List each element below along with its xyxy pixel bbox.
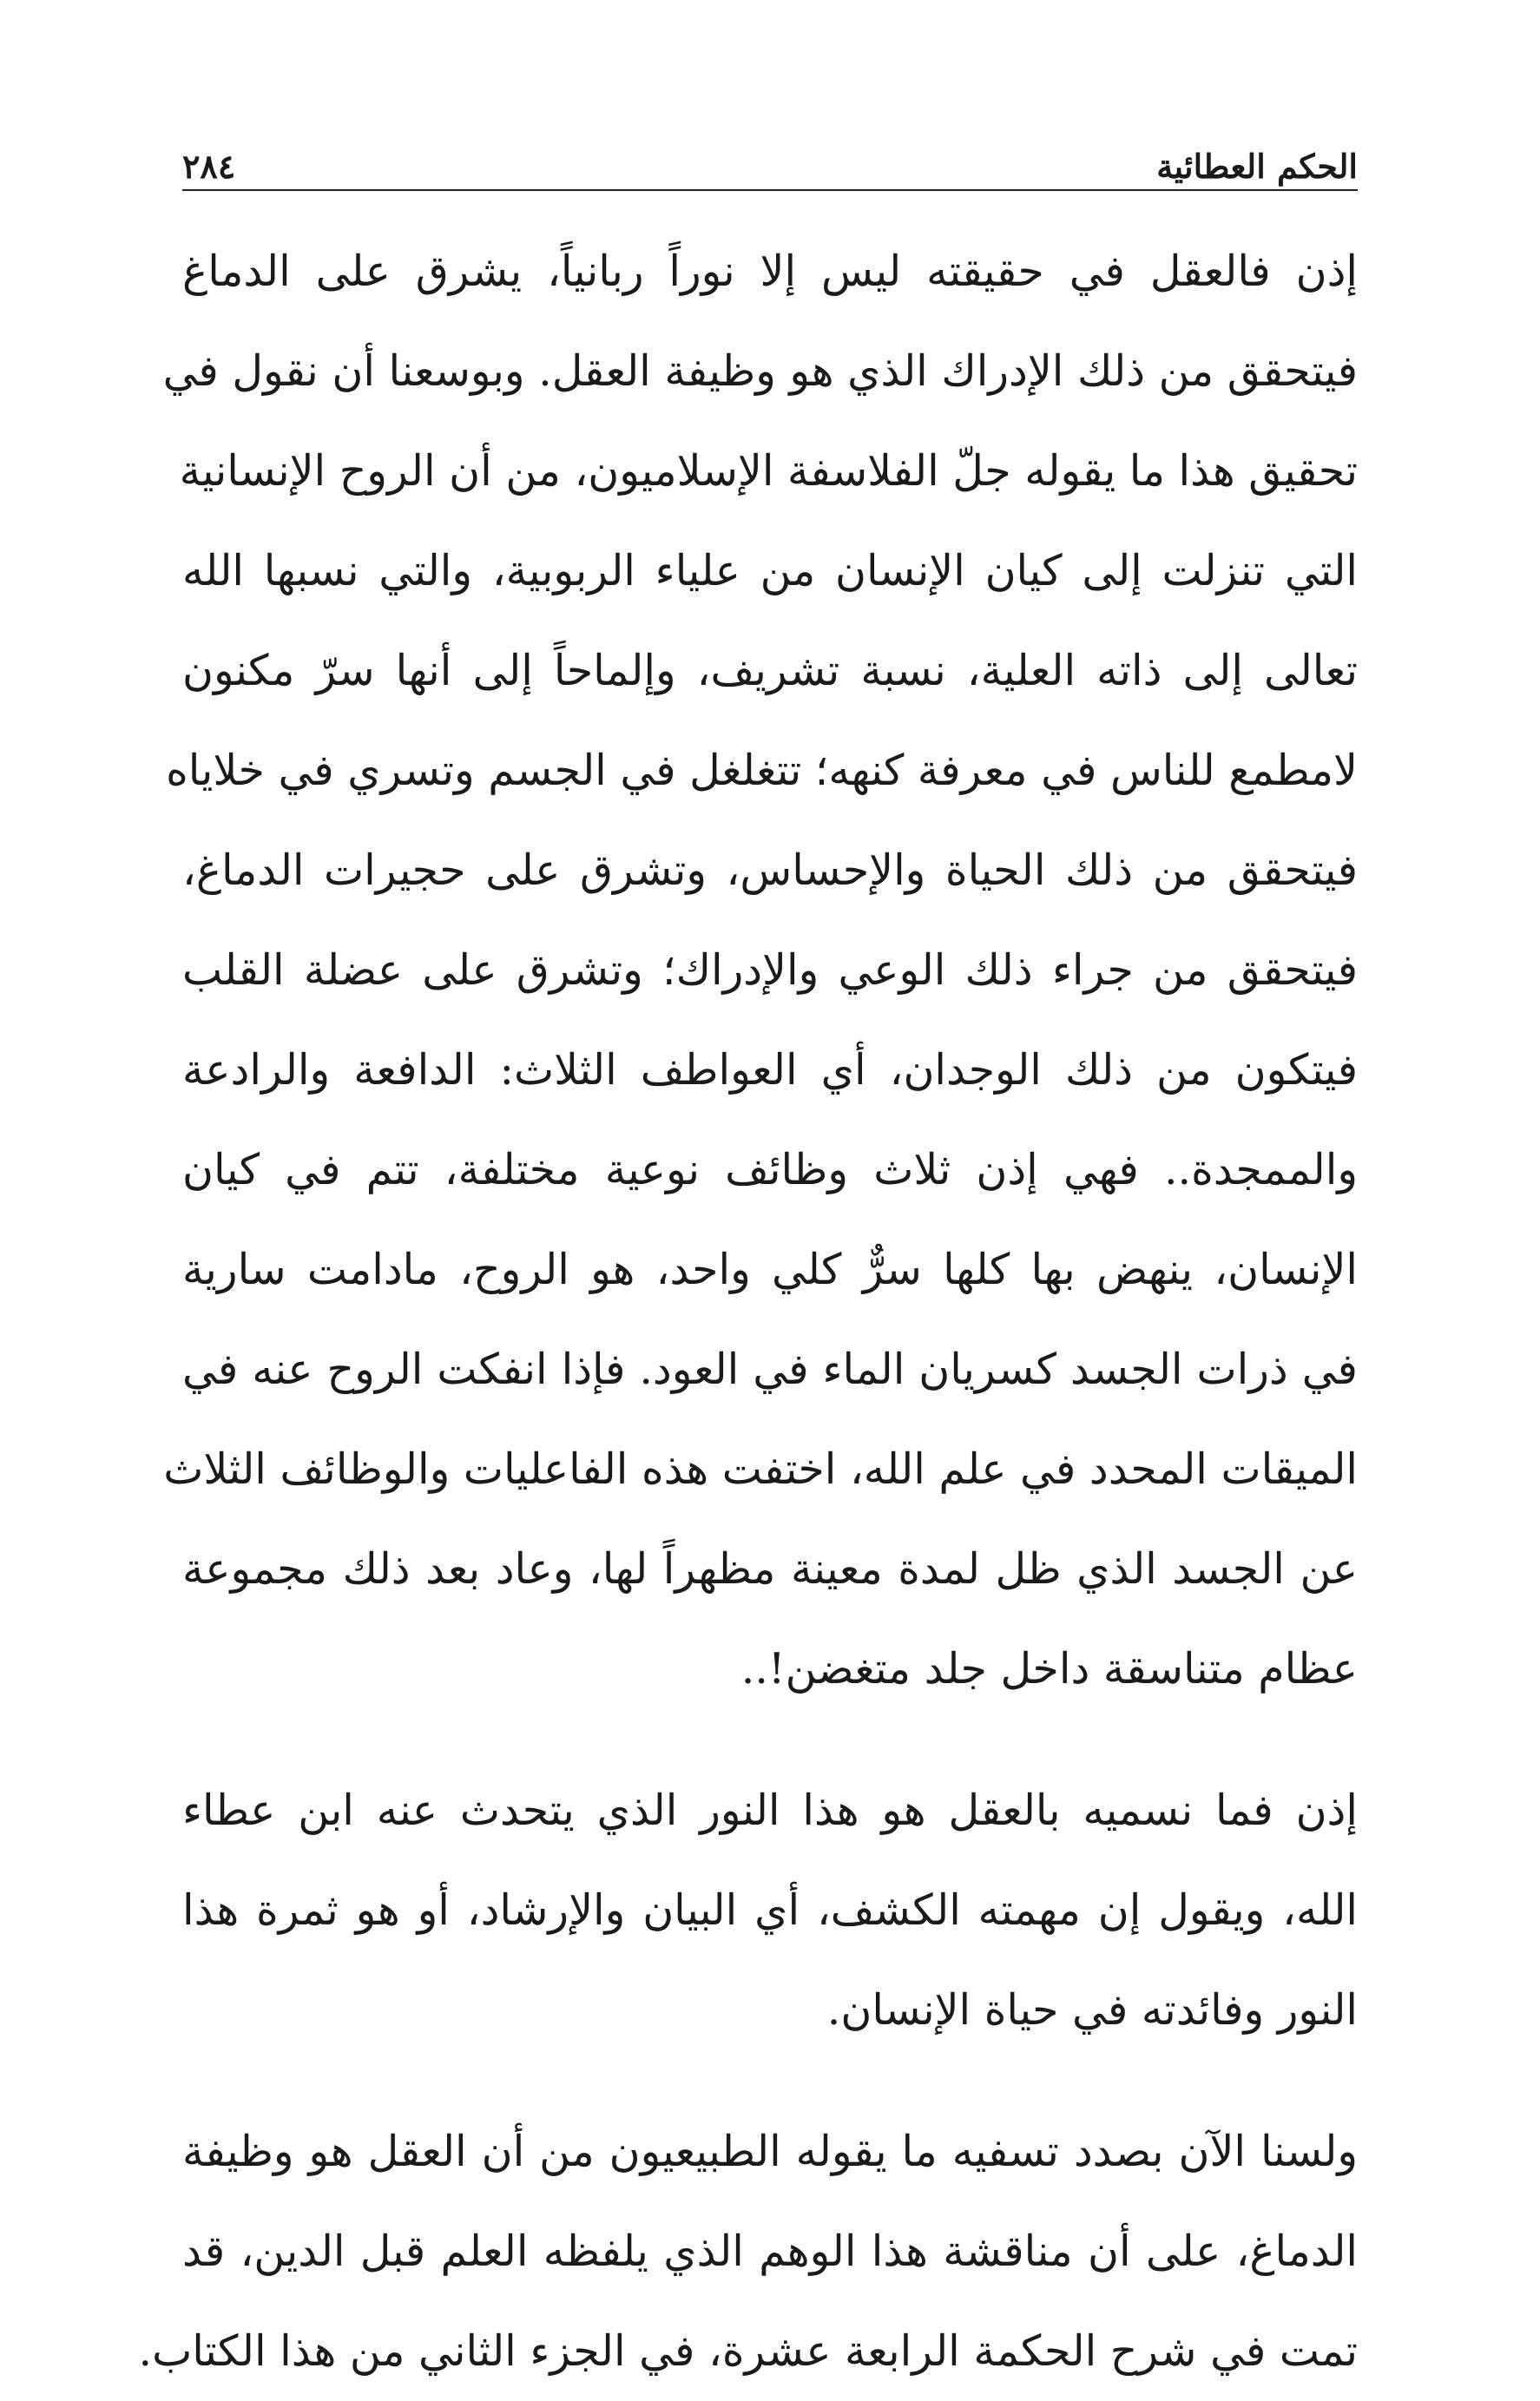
paragraph [162,221,1358,1719]
header-rule [182,189,1358,191]
text-line: لامطمع للناس في معرفة كنهه؛ تتغلغل في الجسم وتسري في خلاياه [166,746,1358,795]
paragraph [138,2102,1358,2401]
text-line: إذن فما نسميه بالعقل هو هذا النور الذي يتحدث عنه ابن عطاء [182,1786,1358,1835]
text-line: فيتحقق من ذلك الإدراك الذي هو وظيفة العقل. وبوسعنا أن نقول في [162,346,1358,396]
text-line: الدماغ، على أن مناقشة هذا الوهم الذي يلفظه العلم قبل الدين، قد [182,2227,1358,2276]
text-line: تعالى إلى ذاته العلية، نسبة تشريف، وإلماحاً إلى أنها سرّ مكنون [182,646,1358,695]
text-line: فيتكون من ذلك الوجدان، أي العواطف الثلاث: الدافعة والرادعة [182,1045,1358,1095]
page-body [138,221,1358,2401]
paragraph [182,1760,1358,2060]
running-title: الحكم العطائية [1156,147,1358,186]
text-line: الإنسان، ينهض بها كلها سرٌّ كلي واحد، هو الروح، مادامت سارية [182,1245,1358,1294]
text-line: تحقيق هذا ما يقوله جلّ الفلاسفة الإسلاميون، من أن الروح الإنسانية [179,446,1358,496]
page-header [182,130,1358,186]
text-line: تمت في شرح الحكمة الرابعة عشرة، في الجزء الثاني من هذا الكتاب. [138,2326,1358,2376]
text-line: ولسنا الآن بصدد تسفيه ما يقوله الطبيعيون من أن العقل هو وظيفة [182,2127,1358,2176]
text-line: في ذرات الجسد كسريان الماء في العود. فإذا انفكت الروح عنه في [182,1345,1358,1394]
text-line: الميقات المحدد في علم الله، اختفت هذه الفاعليات والوظائف الثلاث [163,1444,1358,1494]
text-line: النور وفائدته في حياة الإنسان. [826,1985,1358,2035]
text-line: والممجدة.. فهي إذن ثلاث وظائف نوعية مختلفة، تتم في كيان [182,1145,1358,1194]
text-line: فيتحقق من ذلك الحياة والإحساس، وتشرق على حجيرات الدماغ، [182,845,1358,895]
text-line: فيتحقق من جراء ذلك الوعي والإدراك؛ وتشرق على عضلة القلب [182,945,1358,995]
text-line: التي تنزلت إلى كيان الإنسان من علياء الربوبية، والتي نسبها الله [182,546,1358,595]
text-line: الله، ويقول إن مهمته الكشف، أي البيان والإرشاد، أو هو ثمرة هذا [182,1885,1358,1935]
text-line: عن الجسد الذي ظل لمدة معينة مظهراً لها، وعاد بعد ذلك مجموعة [182,1544,1358,1594]
page-number: ٢٨٤ [182,147,236,186]
text-line: إذن فالعقل في حقيقته ليس إلا نوراً ربانياً، يشرق على الدماغ [182,247,1358,296]
text-line: عظام متناسقة داخل جلد متغضن!.. [740,1644,1358,1694]
